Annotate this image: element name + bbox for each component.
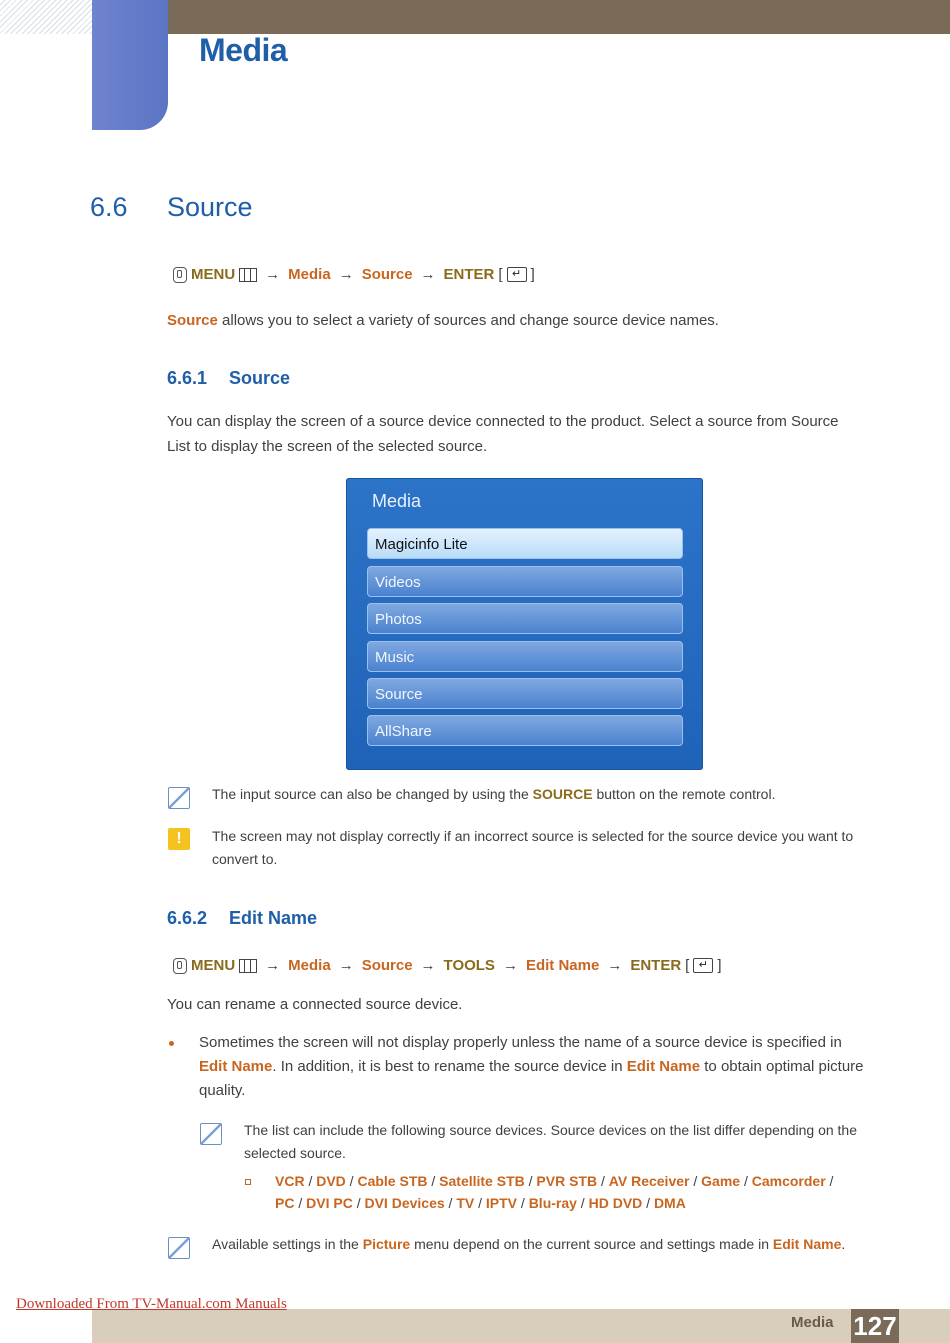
device-item: TV (456, 1195, 475, 1211)
device-item: PC (275, 1195, 295, 1211)
device-item: DVI Devices (364, 1195, 445, 1211)
separator: / (642, 1195, 654, 1211)
intro-paragraph (167, 308, 719, 333)
path-item: Media (288, 266, 331, 283)
arrow-icon: → (502, 957, 518, 974)
note-text: The input source can also be changed by using the (212, 786, 533, 802)
download-link[interactable]: Downloaded From TV-Manual.com Manuals (16, 1296, 287, 1312)
intro-text: allows you to select a variety of sources and change source device names. (217, 312, 719, 329)
device-list-row-2 (275, 1192, 686, 1215)
device-item: Blu-ray (528, 1195, 577, 1211)
tv-menu-item-source[interactable]: Source (367, 678, 683, 709)
note-keyword: Picture (362, 1236, 411, 1252)
device-item: DMA (653, 1195, 686, 1211)
tv-menu-item-videos[interactable]: Videos (367, 566, 683, 597)
tv-menu-item-magicinfo[interactable]: Magicinfo Lite (367, 528, 683, 559)
intro-keyword: Source (167, 312, 218, 329)
enter-icon: ↵ (507, 267, 527, 282)
tv-menu-title: Media (372, 491, 422, 511)
note-line: selected source. (244, 1145, 346, 1161)
note-icon (168, 1237, 190, 1259)
menu-path-2: MENU → Media → Source → TOOLS → Edit Name → ENTER [ ↵ ] (173, 957, 722, 974)
note-text: menu depend on the current source and settings made in (410, 1236, 773, 1252)
separator: / (597, 1173, 609, 1189)
page-number: 127 (851, 1309, 899, 1343)
note-line: The list can include the following source devices. Source devices on the list differ depending on the (244, 1122, 857, 1138)
sub1-line: You can display the screen of a source device connected to the product. Select a source from Source (167, 413, 839, 430)
separator: / (524, 1173, 537, 1189)
arrow-icon: → (338, 957, 354, 974)
subsection-title: Edit Name (229, 908, 318, 928)
device-item: Camcorder (751, 1173, 826, 1189)
chapter-tab (92, 0, 168, 130)
hand-icon (173, 267, 187, 283)
separator: / (444, 1195, 457, 1211)
subsection-title: Source (229, 368, 291, 388)
separator: / (825, 1173, 834, 1189)
path-item: Edit Name (525, 957, 600, 974)
device-item: VCR (275, 1173, 305, 1189)
section-number: 6.6 (90, 192, 128, 222)
section-title: Source (167, 192, 253, 222)
note-3 (212, 1233, 845, 1256)
bullet-keyword: Edit Name (626, 1058, 701, 1075)
note-text: . (841, 1236, 846, 1252)
enter-label: ENTER (630, 957, 682, 974)
note-keyword: SOURCE (532, 786, 593, 802)
sub2-paragraph: You can rename a connected source device. (167, 996, 463, 1013)
menu-path-1: MENU → Media → Source → ENTER [ ↵ ] (173, 266, 535, 283)
separator: / (517, 1195, 529, 1211)
separator: / (345, 1173, 358, 1189)
note-icon (168, 787, 190, 809)
arrow-icon: → (420, 957, 436, 974)
tv-menu-item-music[interactable]: Music (367, 641, 683, 672)
tv-menu-item-photos[interactable]: Photos (367, 603, 683, 634)
warning-1 (212, 825, 892, 871)
device-item: PVR STB (536, 1173, 598, 1189)
warning-icon: ! (168, 828, 190, 850)
device-item: Cable STB (357, 1173, 428, 1189)
menu-label: MENU (191, 266, 236, 283)
arrow-icon: → (420, 266, 436, 283)
bullet-dot (169, 1041, 174, 1046)
note-icon (200, 1123, 222, 1145)
separator: / (740, 1173, 752, 1189)
arrow-icon: → (265, 957, 281, 974)
menu-label: MENU (191, 957, 236, 974)
sub1-line: List to display the screen of the selected source. (167, 438, 488, 455)
device-item: HD DVD (588, 1195, 643, 1211)
note-keyword: Edit Name (772, 1236, 842, 1252)
separator: / (304, 1173, 317, 1189)
note-text: Available settings in the (212, 1236, 363, 1252)
device-item: IPTV (485, 1195, 518, 1211)
warning-line: convert to. (212, 851, 278, 867)
separator: / (474, 1195, 486, 1211)
note-2 (244, 1119, 894, 1165)
note-text: button on the remote control. (592, 786, 776, 802)
square-bullet (245, 1179, 251, 1185)
footer-label: Media (791, 1314, 834, 1331)
subsection-number: 6.6.2 (167, 908, 208, 928)
warning-line: The screen may not display correctly if an incorrect source is selected for the source device you want to (212, 828, 854, 844)
device-item: Satellite STB (439, 1173, 525, 1189)
tv-menu-item-allshare[interactable]: AllShare (367, 715, 683, 746)
separator: / (352, 1195, 365, 1211)
arrow-icon: → (607, 957, 623, 974)
path-item: TOOLS (443, 957, 495, 974)
subsection-number: 6.6.1 (167, 368, 208, 388)
device-item: DVD (316, 1173, 346, 1189)
enter-icon: ↵ (693, 958, 713, 973)
menu-icon (239, 959, 257, 973)
separator: / (427, 1173, 440, 1189)
arrow-icon: → (338, 266, 354, 283)
bullet-1 (199, 1031, 899, 1103)
device-item: AV Receiver (608, 1173, 690, 1189)
bullet-line: quality. (199, 1082, 246, 1099)
bullet-text: to obtain optimal picture (700, 1058, 864, 1075)
chapter-title: Media (199, 32, 288, 68)
device-list-row-1 (275, 1170, 833, 1193)
bullet-keyword: Edit Name (199, 1058, 273, 1075)
note-1 (212, 783, 775, 806)
bullet-line (199, 1055, 899, 1079)
device-item: Game (701, 1173, 741, 1189)
bullet-text: . In addition, it is best to rename the source device in (272, 1058, 627, 1075)
device-item: DVI PC (306, 1195, 353, 1211)
separator: / (576, 1195, 589, 1211)
separator: / (294, 1195, 307, 1211)
arrow-icon: → (265, 266, 281, 283)
sub1-paragraph (167, 409, 887, 459)
hand-icon (173, 958, 187, 974)
separator: / (689, 1173, 702, 1189)
path-item: Media (288, 957, 331, 974)
bullet-line: Sometimes the screen will not display properly unless the name of a source device is specified in (199, 1034, 842, 1051)
menu-icon (239, 268, 257, 282)
path-item: Source (361, 957, 413, 974)
enter-label: ENTER (443, 266, 495, 283)
path-item: Source (361, 266, 413, 283)
hatch-pattern (0, 0, 92, 34)
